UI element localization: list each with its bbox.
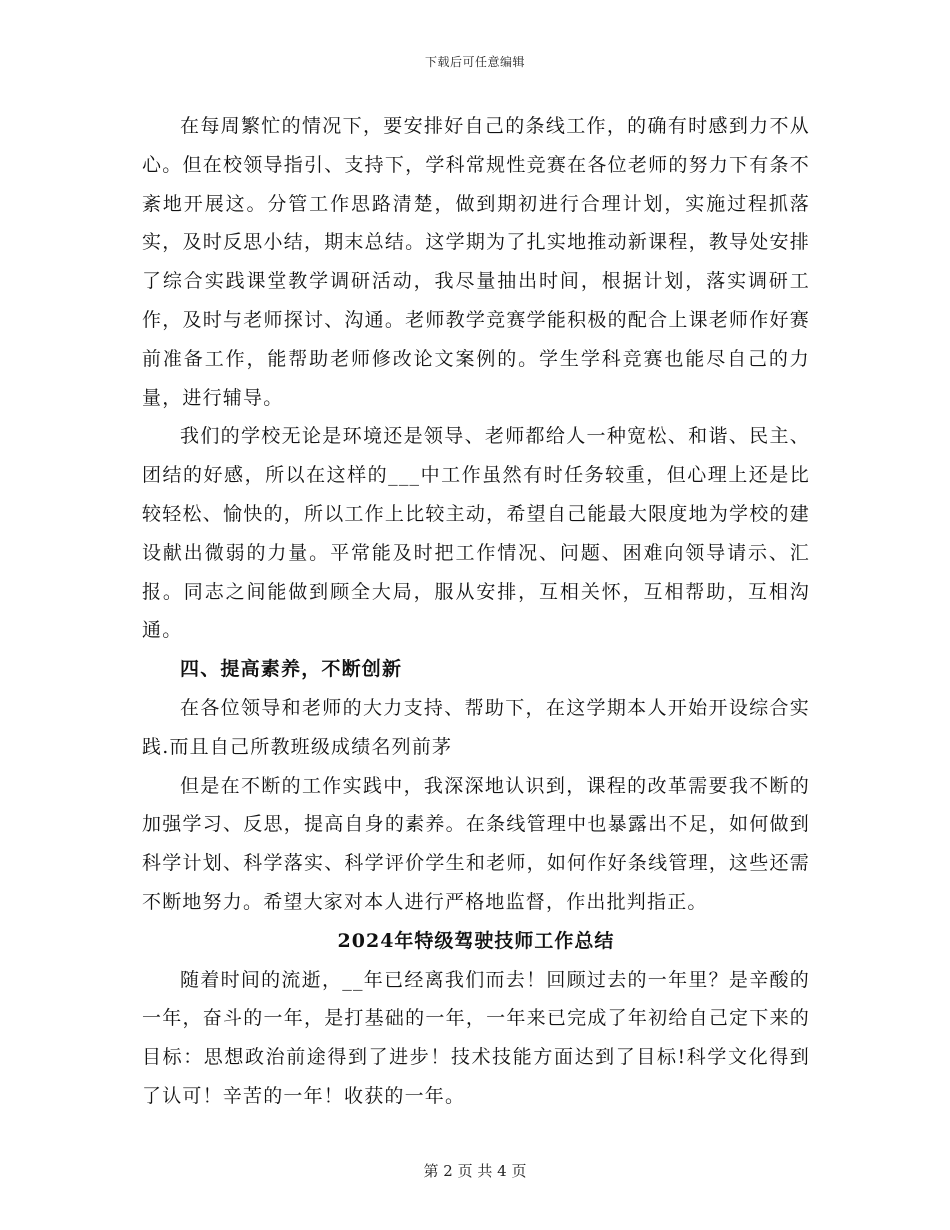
document-title: 2024年特级驾驶技师工作总结	[337, 929, 615, 952]
paragraph-year-review: 随着时间的流逝，__年已经离我们而去！回顾过去的一年里？是辛酸的一年，奋斗的一年，是打基础的一年，一年来已完成了年初给自己定下来的目标：思想政治前途得到了进步！技术技能方面达到了目标!科学文化得到了认可！辛苦的一年！收获的一年。	[142, 968, 810, 1107]
section-heading-four: 四、提高素养，不断创新	[180, 658, 403, 681]
paragraph-school-environment: 我们的学校无论是环境还是领导、老师都给人一种宽松、和谐、民主、团结的好感，所以在这样的___中工作虽然有时任务较重，但心理上还是比较轻松、愉快的，所以工作上比较主动，希望自己能最大限度地为学校的建设献出微弱的力量。平常能及时把工作情况、问题、困难向领导请示、汇报。同志之间能做到顾全大局，服从安排，互相关怀，互相帮助，互相沟通。	[142, 425, 810, 642]
page-footer: 第 2 页 共 4 页	[423, 1162, 527, 1180]
paragraph-support: 在各位领导和老师的大力支持、帮助下，在这学期本人开始开设综合实践.而且自己所教班级成绩名列前茅	[142, 696, 810, 758]
paragraph-reflection: 但是在不断的工作实践中，我深深地认识到，课程的改革需要我不断的加强学习、反思，提高自身的素养。在条线管理中也暴露出不足，如何做到科学计划、科学落实、科学评价学生和老师，如何作好条线管理，这些还需不断地努力。希望大家对本人进行严格地监督，作出批判指正。	[142, 774, 810, 913]
paragraph-workload: 在每周繁忙的情况下，要安排好自己的条线工作，的确有时感到力不从心。但在校领导指引、支持下，学科常规性竞赛在各位老师的努力下有条不紊地开展这。分管工作思路清楚，做到期初进行合理计划，实施过程抓落实，及时反思小结，期末总结。这学期为了扎实地推动新课程，教导处安排了综合实践课堂教学调研活动，我尽量抽出时间，根据计划，落实调研工作，及时与老师探讨、沟通。老师教学竞赛学能积极的配合上课老师作好赛前准备工作，能帮助老师修改论文案例的。学生学科竞赛也能尽自己的力量，进行辅导。	[142, 115, 810, 409]
page-header: 下载后可任意编辑	[424, 55, 525, 69]
document-body	[142, 107, 810, 1116]
